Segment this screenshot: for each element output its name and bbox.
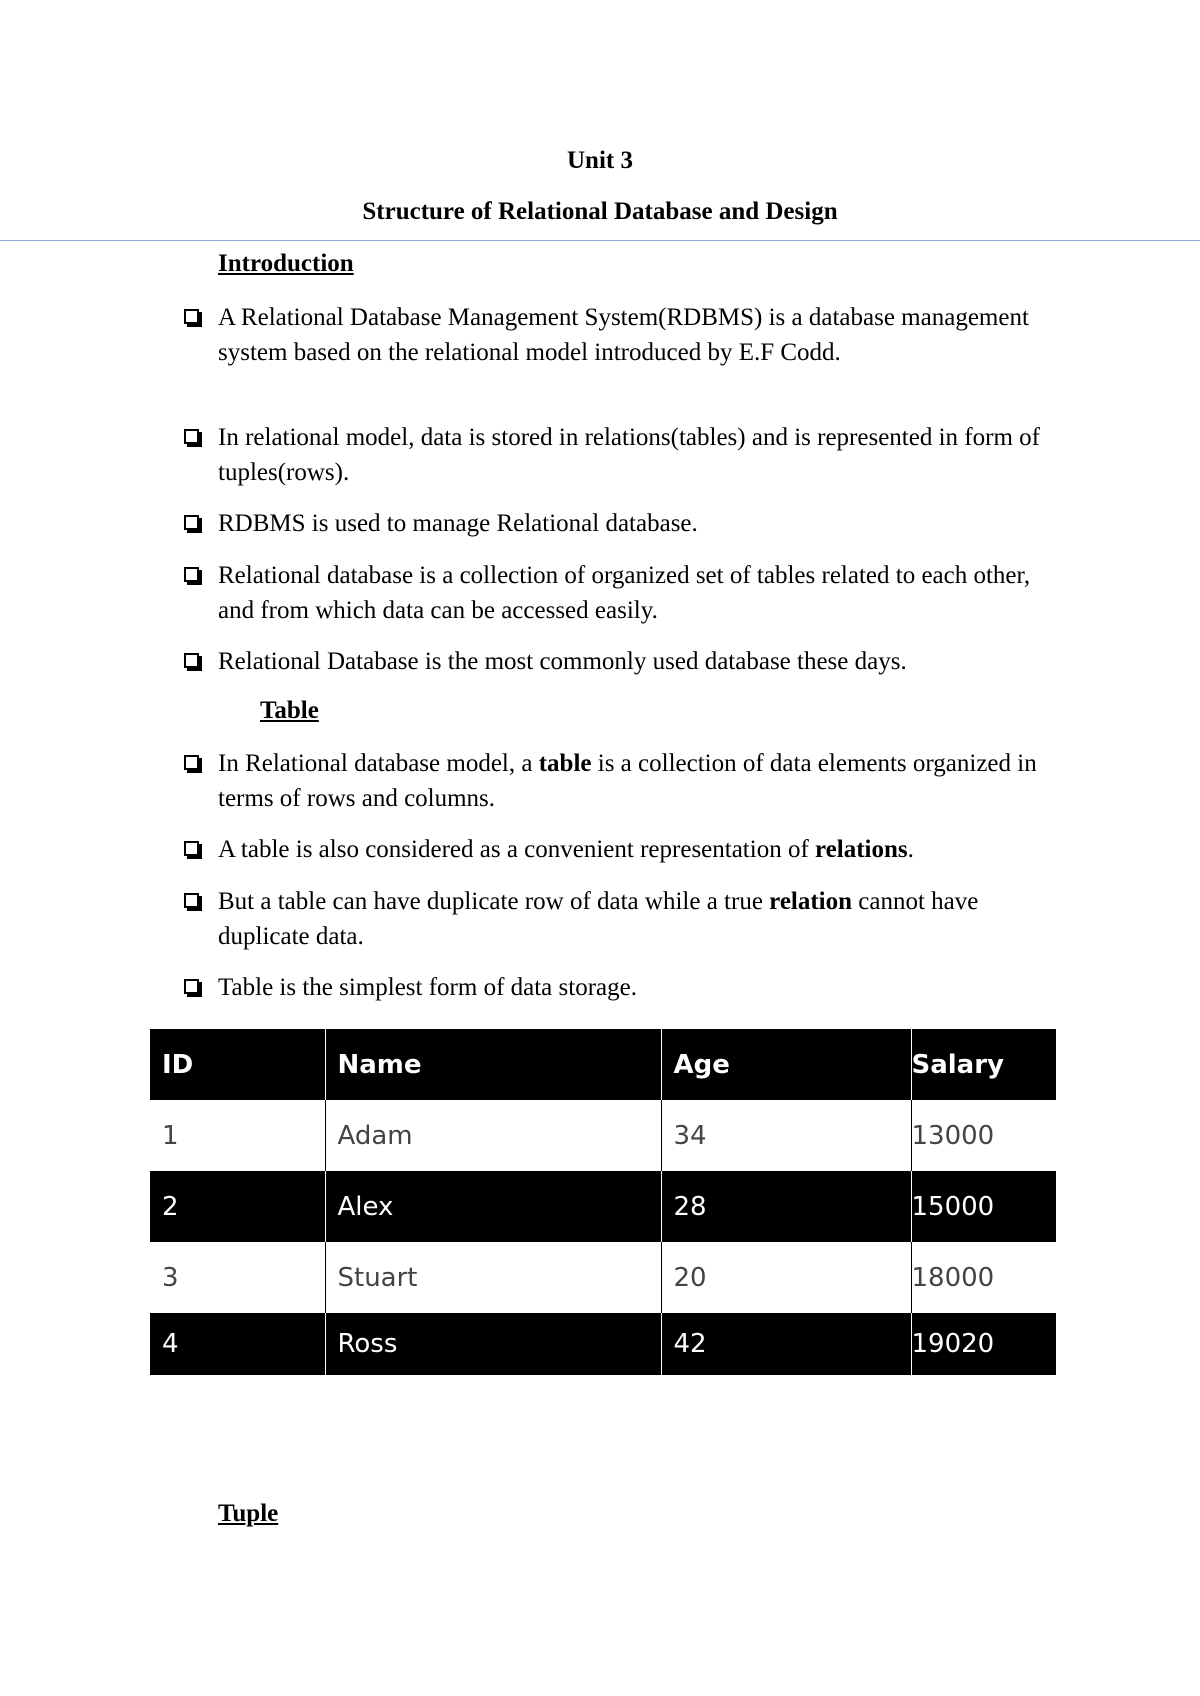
section-heading-table: Table <box>260 697 319 724</box>
document-title: Structure of Relational Database and Design <box>362 198 838 225</box>
cell-name: Ross <box>325 1313 661 1375</box>
table-row <box>150 1242 1056 1313</box>
sample-data-table <box>150 1029 1056 1375</box>
bullet-text: A table is also considered as a convenient representation of relations. <box>218 836 914 863</box>
table-row <box>150 1100 1056 1171</box>
cell-salary: 15000 <box>911 1171 1056 1242</box>
list-item <box>184 644 1064 679</box>
cell-id: 1 <box>162 1120 179 1151</box>
list-item <box>184 832 1064 867</box>
header-divider <box>0 240 1200 241</box>
checkbox-bullet-icon <box>184 429 199 444</box>
checkbox-bullet-icon <box>184 515 199 530</box>
bullet-text: But a table can have duplicate row of data while a true relation cannot have duplicate data. <box>218 888 979 950</box>
list-item <box>184 300 1064 370</box>
bold-term: relations <box>815 836 908 863</box>
column-header-age: Age <box>661 1029 911 1100</box>
checkbox-bullet-icon <box>184 309 199 324</box>
table-row <box>150 1171 1056 1242</box>
column-header-name: Name <box>325 1029 661 1100</box>
section-heading-tuple: Tuple <box>218 1500 279 1527</box>
unit-title: Unit 3 <box>567 147 633 174</box>
bullet-text: Relational database is a collection of organized set of tables related to each other, and from which data can be accessed easily. <box>218 562 1031 624</box>
list-item <box>184 558 1064 628</box>
bullet-text: RDBMS is used to manage Relational database. <box>218 510 698 537</box>
checkbox-bullet-icon <box>184 893 199 908</box>
cell-salary: 18000 <box>911 1242 1056 1313</box>
bullet-text: A Relational Database Management System(RDBMS) is a database management system based on the relational model introduced by E.F Codd. <box>218 304 1029 366</box>
section-heading-introduction: Introduction <box>218 250 354 277</box>
cell-id: 3 <box>162 1262 179 1293</box>
checkbox-bullet-icon <box>184 979 199 994</box>
checkbox-bullet-icon <box>184 653 199 668</box>
checkbox-bullet-icon <box>184 567 199 582</box>
list-item <box>184 506 1064 541</box>
cell-salary: 13000 <box>911 1100 1056 1171</box>
cell-salary: 19020 <box>911 1313 1056 1375</box>
table-row <box>150 1313 1056 1375</box>
bullet-text: Table is the simplest form of data storage. <box>218 974 637 1001</box>
checkbox-bullet-icon <box>184 841 199 856</box>
table-header-row <box>150 1029 1056 1100</box>
column-header-id: ID <box>162 1049 194 1080</box>
list-item <box>184 970 1064 1005</box>
cell-age: 28 <box>661 1171 911 1242</box>
bullet-text: In Relational database model, a table is a collection of data elements organized in terms of rows and columns. <box>218 750 1037 812</box>
cell-name: Stuart <box>325 1242 661 1313</box>
bullet-text: In relational model, data is stored in relations(tables) and is represented in form of tuples(rows). <box>218 424 1040 486</box>
bullet-text: Relational Database is the most commonly used database these days. <box>218 648 907 675</box>
cell-id: 4 <box>162 1329 179 1359</box>
list-item <box>184 420 1064 490</box>
checkbox-bullet-icon <box>184 755 199 770</box>
cell-age: 34 <box>661 1100 911 1171</box>
cell-name: Alex <box>325 1171 661 1242</box>
cell-age: 42 <box>661 1313 911 1375</box>
bold-term: relation <box>769 888 853 915</box>
cell-age: 20 <box>661 1242 911 1313</box>
cell-name: Adam <box>325 1100 661 1171</box>
list-item <box>184 746 1064 816</box>
list-item <box>184 884 1064 954</box>
bold-term: table <box>538 750 592 777</box>
cell-id: 2 <box>162 1191 179 1222</box>
column-header-salary: Salary <box>911 1029 1056 1100</box>
